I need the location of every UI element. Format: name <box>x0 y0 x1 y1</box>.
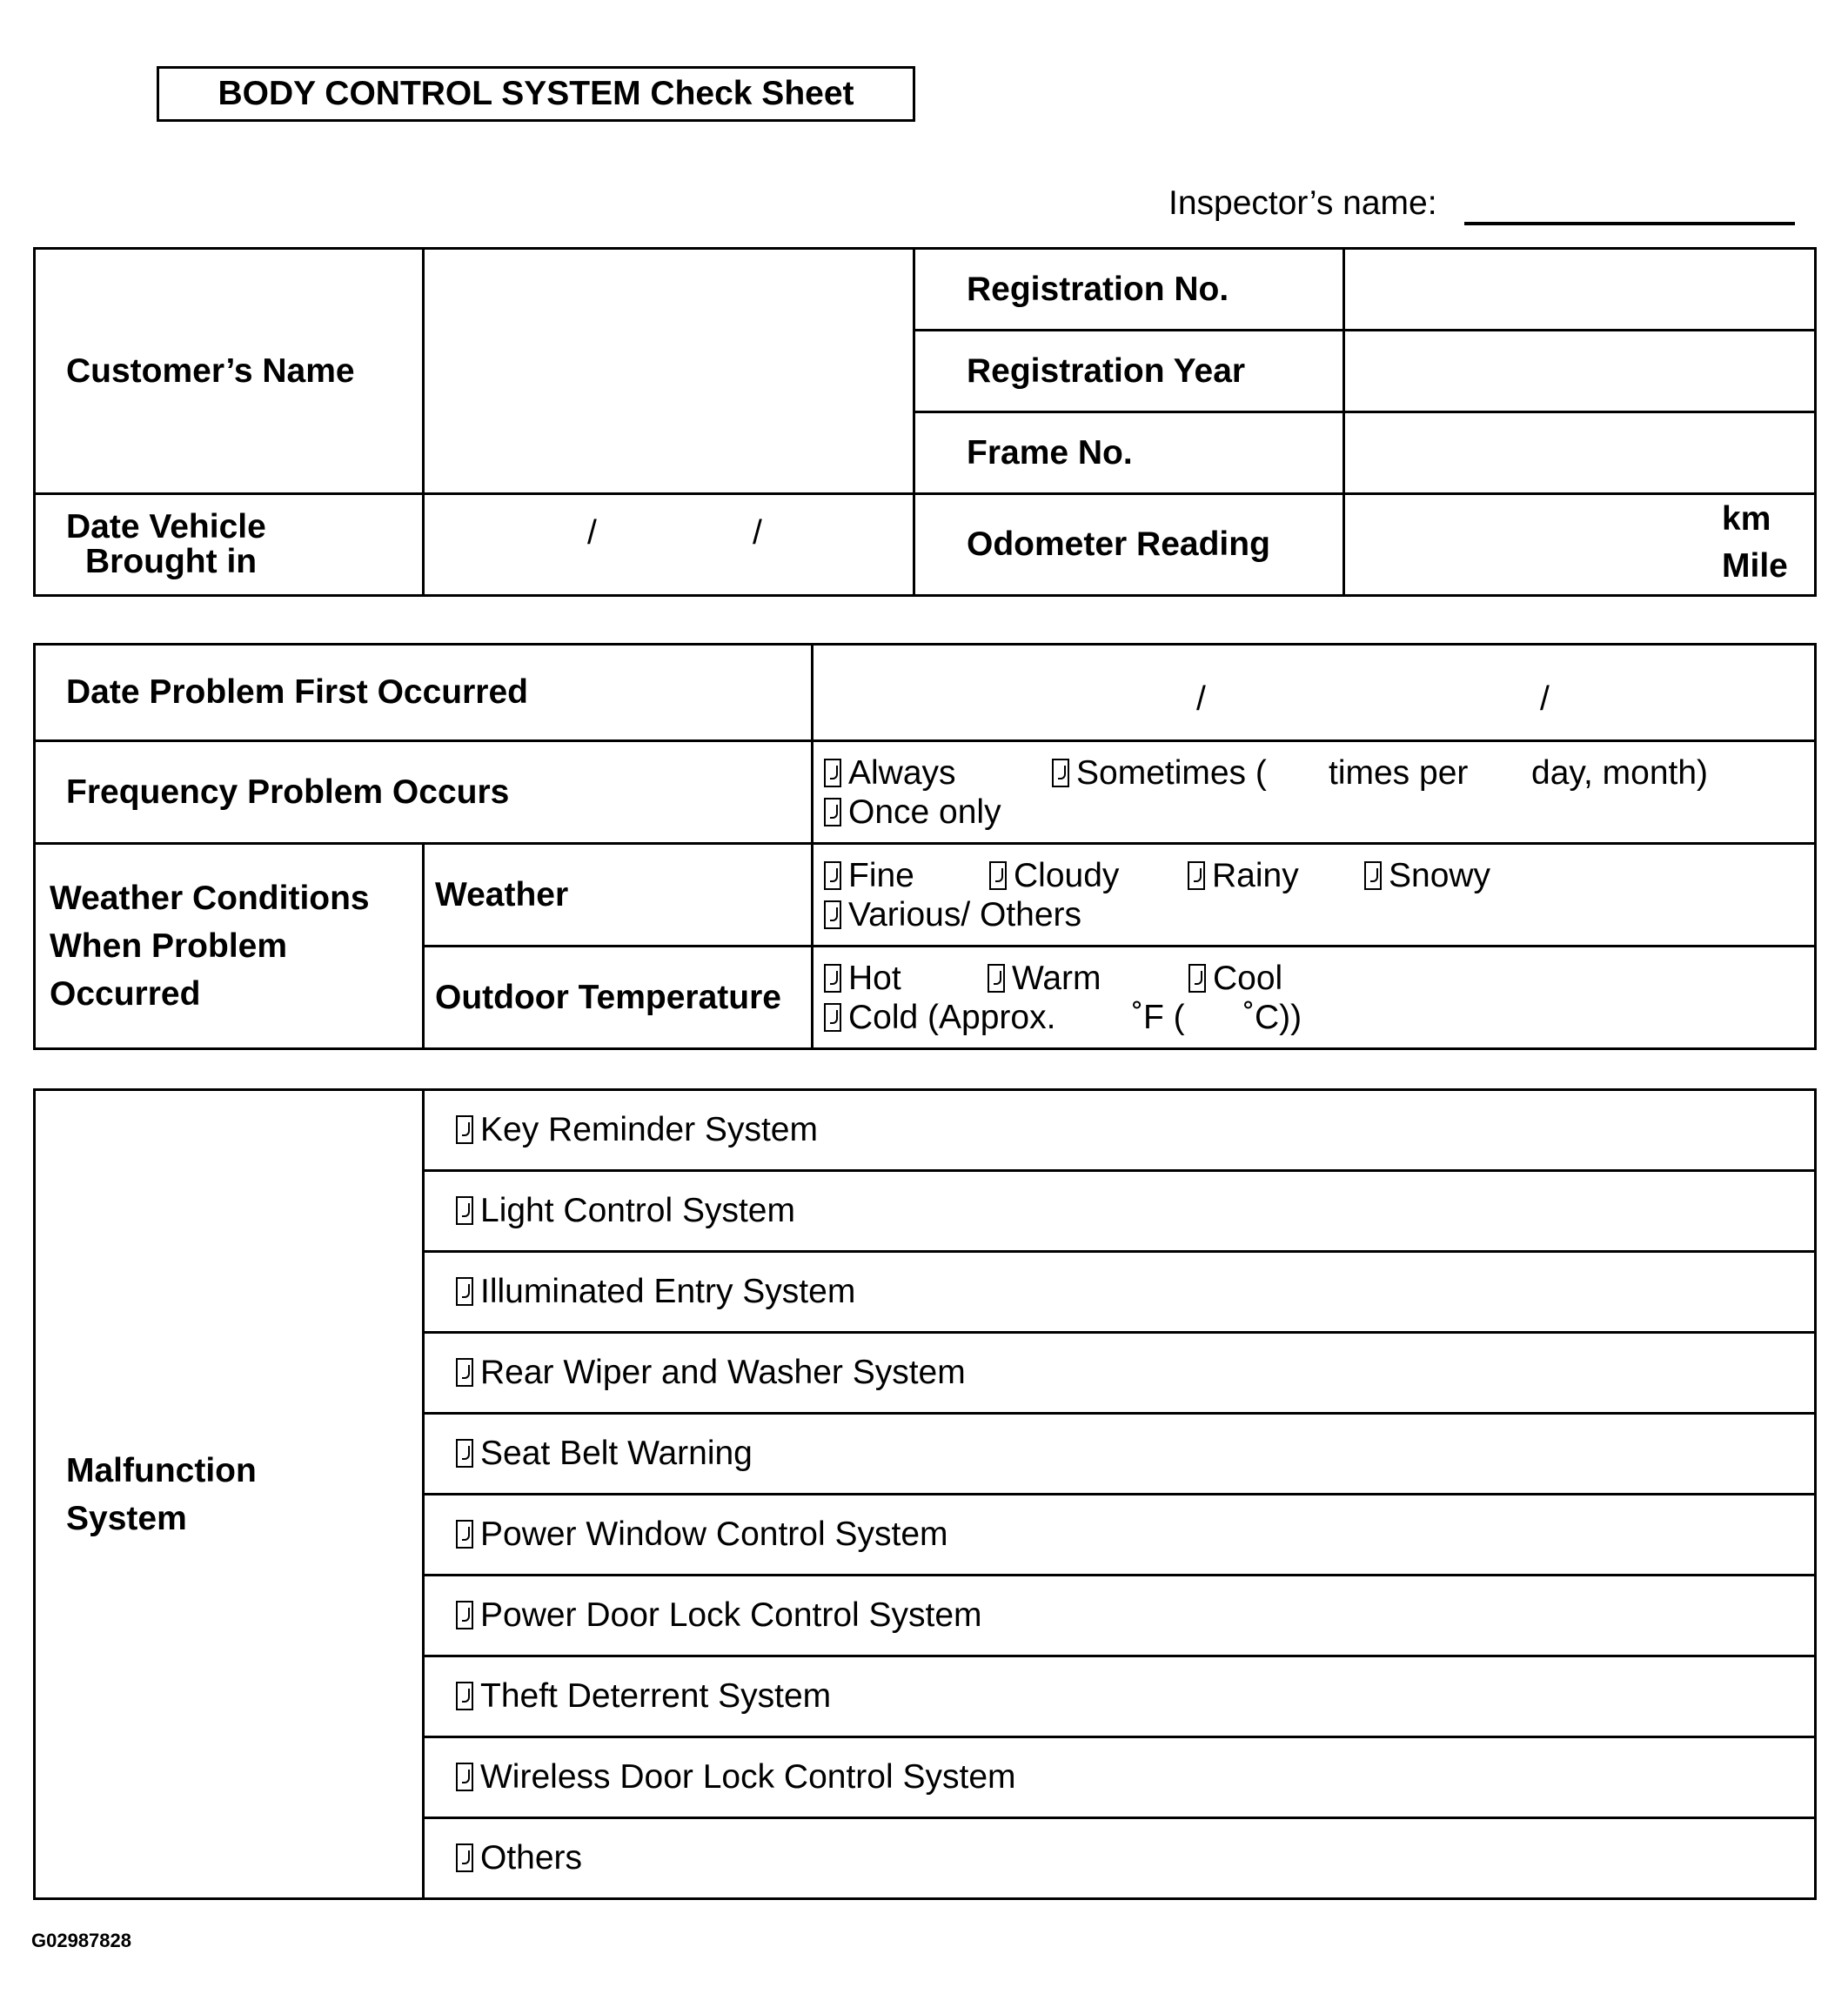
customer-name-field[interactable] <box>424 249 914 494</box>
weather-conditions-line2: When Problem <box>50 927 288 965</box>
malfunction-item-label: Seat Belt Warning <box>480 1435 753 1472</box>
page-title: BODY CONTROL SYSTEM Check Sheet <box>157 66 915 122</box>
malfunction-item[interactable] <box>424 1090 1816 1171</box>
weather-cloudy-option[interactable] <box>989 856 1188 895</box>
date-separator: / <box>587 514 597 552</box>
weather-conditions-line3: Occurred <box>50 975 201 1013</box>
malfunction-item-label: Light Control System <box>480 1192 795 1229</box>
checkbox-icon[interactable] <box>824 798 841 826</box>
weather-snowy-label: Snowy <box>1389 856 1491 894</box>
malfunction-label <box>35 1090 424 1899</box>
temp-f-unit: ˚F ( <box>1132 998 1185 1036</box>
checkbox-icon[interactable] <box>456 1115 473 1144</box>
inspector-name-label: Inspector’s name: <box>1168 184 1437 222</box>
weather-fine-label: Fine <box>848 856 914 894</box>
malfunction-item-label: Key Reminder System <box>480 1111 818 1148</box>
checkbox-icon[interactable] <box>824 1003 841 1032</box>
temp-c-unit: ˚C)) <box>1243 998 1302 1036</box>
malfunction-item-label: Illuminated Entry System <box>480 1273 856 1310</box>
date-vehicle-label-line2: Brought in <box>85 543 258 580</box>
date-vehicle-field[interactable] <box>424 494 914 596</box>
checkbox-icon[interactable] <box>456 1277 473 1306</box>
checkbox-icon[interactable] <box>824 964 841 993</box>
frequency-label: Frequency Problem Occurs <box>35 741 813 844</box>
weather-rainy-option[interactable] <box>1188 856 1364 895</box>
registration-year-label: Registration Year <box>914 331 1344 412</box>
checkbox-icon[interactable] <box>988 964 1005 993</box>
temp-hot-label: Hot <box>848 959 901 997</box>
temp-cold-label: Cold (Approx. <box>848 998 1056 1036</box>
malfunction-item[interactable] <box>424 1333 1816 1414</box>
checkbox-icon[interactable] <box>1188 964 1206 993</box>
malfunction-item-label: Power Door Lock Control System <box>480 1596 982 1634</box>
freq-day-month: day, month) <box>1531 753 1709 792</box>
malfunction-item[interactable] <box>424 1576 1816 1656</box>
checkbox-icon[interactable] <box>1364 861 1382 890</box>
temp-warm-label: Warm <box>1012 959 1101 997</box>
checkbox-icon[interactable] <box>456 1601 473 1629</box>
odometer-label: Odometer Reading <box>914 494 1344 596</box>
malfunction-item-label: Rear Wiper and Washer System <box>480 1354 966 1391</box>
date-separator: / <box>1196 680 1206 718</box>
freq-always-option[interactable] <box>824 753 1052 793</box>
temp-hot-option[interactable] <box>824 959 988 998</box>
odometer-field[interactable] <box>1344 494 1816 596</box>
checkbox-icon[interactable] <box>1052 759 1069 787</box>
malfunction-label-line1: Malfunction <box>66 1451 257 1489</box>
checkbox-icon[interactable] <box>456 1763 473 1791</box>
inspector-name-field[interactable] <box>1464 222 1795 225</box>
unit-mile: Mile <box>1722 547 1788 585</box>
frame-no-field[interactable] <box>1344 412 1816 494</box>
malfunction-item-label: Theft Deterrent System <box>480 1677 832 1715</box>
checkbox-icon[interactable] <box>456 1439 473 1468</box>
date-problem-field[interactable] <box>813 645 1816 741</box>
unit-km: km <box>1722 500 1771 538</box>
weather-conditions-line1: Weather Conditions <box>50 880 370 917</box>
checkbox-icon[interactable] <box>456 1520 473 1549</box>
freq-once-option[interactable] <box>824 793 1001 832</box>
date-vehicle-label-line1: Date Vehicle <box>66 508 266 545</box>
temp-cold-option[interactable] <box>824 998 1132 1037</box>
registration-year-field[interactable] <box>1344 331 1816 412</box>
weather-cloudy-label: Cloudy <box>1014 856 1120 894</box>
malfunction-item[interactable] <box>424 1495 1816 1576</box>
malfunction-item[interactable] <box>424 1171 1816 1252</box>
frequency-options <box>813 741 1816 844</box>
malfunction-item[interactable] <box>424 1414 1816 1495</box>
temperature-options <box>813 947 1816 1049</box>
checkbox-icon[interactable] <box>1188 861 1205 890</box>
registration-no-field[interactable] <box>1344 249 1816 331</box>
date-problem-label: Date Problem First Occurred <box>35 645 813 741</box>
weather-fine-option[interactable] <box>824 856 989 895</box>
freq-always-label: Always <box>848 753 956 792</box>
weather-various-label: Various/ Others <box>848 895 1082 933</box>
temp-cool-label: Cool <box>1213 959 1283 997</box>
customer-name-label: Customer’s Name <box>35 249 424 494</box>
registration-no-label: Registration No. <box>914 249 1344 331</box>
malfunction-item[interactable] <box>424 1252 1816 1333</box>
date-separator: / <box>1540 680 1550 718</box>
checkbox-icon[interactable] <box>456 1843 473 1872</box>
temperature-label: Outdoor Temperature <box>424 947 813 1049</box>
weather-conditions-label <box>35 844 424 1049</box>
freq-once-label: Once only <box>848 793 1001 831</box>
malfunction-item-label: Power Window Control System <box>480 1516 948 1553</box>
malfunction-table <box>33 1088 1817 1900</box>
malfunction-item[interactable] <box>424 1737 1816 1818</box>
checkbox-icon[interactable] <box>456 1358 473 1387</box>
temp-cool-option[interactable] <box>1188 959 1282 998</box>
checkbox-icon[interactable] <box>824 759 841 787</box>
malfunction-item-label: Wireless Door Lock Control System <box>480 1758 1016 1796</box>
weather-label: Weather <box>424 844 813 947</box>
checkbox-icon[interactable] <box>824 861 841 890</box>
frame-no-label: Frame No. <box>914 412 1344 494</box>
checkbox-icon[interactable] <box>456 1196 473 1225</box>
figure-code: G02987828 <box>31 1930 131 1951</box>
checkbox-icon[interactable] <box>456 1682 473 1710</box>
freq-sometimes-option[interactable] <box>1052 753 1329 793</box>
weather-snowy-option[interactable] <box>1364 856 1490 895</box>
checkbox-icon[interactable] <box>824 900 841 929</box>
customer-info-table <box>33 247 1817 597</box>
conditions-table <box>33 643 1817 1050</box>
checkbox-icon[interactable] <box>989 861 1007 890</box>
weather-various-option[interactable] <box>824 895 1081 934</box>
malfunction-item[interactable] <box>424 1656 1816 1737</box>
malfunction-item-label: Others <box>480 1839 583 1877</box>
freq-sometimes-label: Sometimes ( <box>1076 753 1267 792</box>
weather-rainy-label: Rainy <box>1212 856 1299 894</box>
date-separator: / <box>753 514 762 552</box>
malfunction-item[interactable] <box>424 1818 1816 1899</box>
freq-times-per: times per <box>1329 753 1469 792</box>
temp-warm-option[interactable] <box>988 959 1188 998</box>
weather-options <box>813 844 1816 947</box>
date-vehicle-label <box>35 494 424 596</box>
malfunction-label-line2: System <box>66 1499 187 1537</box>
